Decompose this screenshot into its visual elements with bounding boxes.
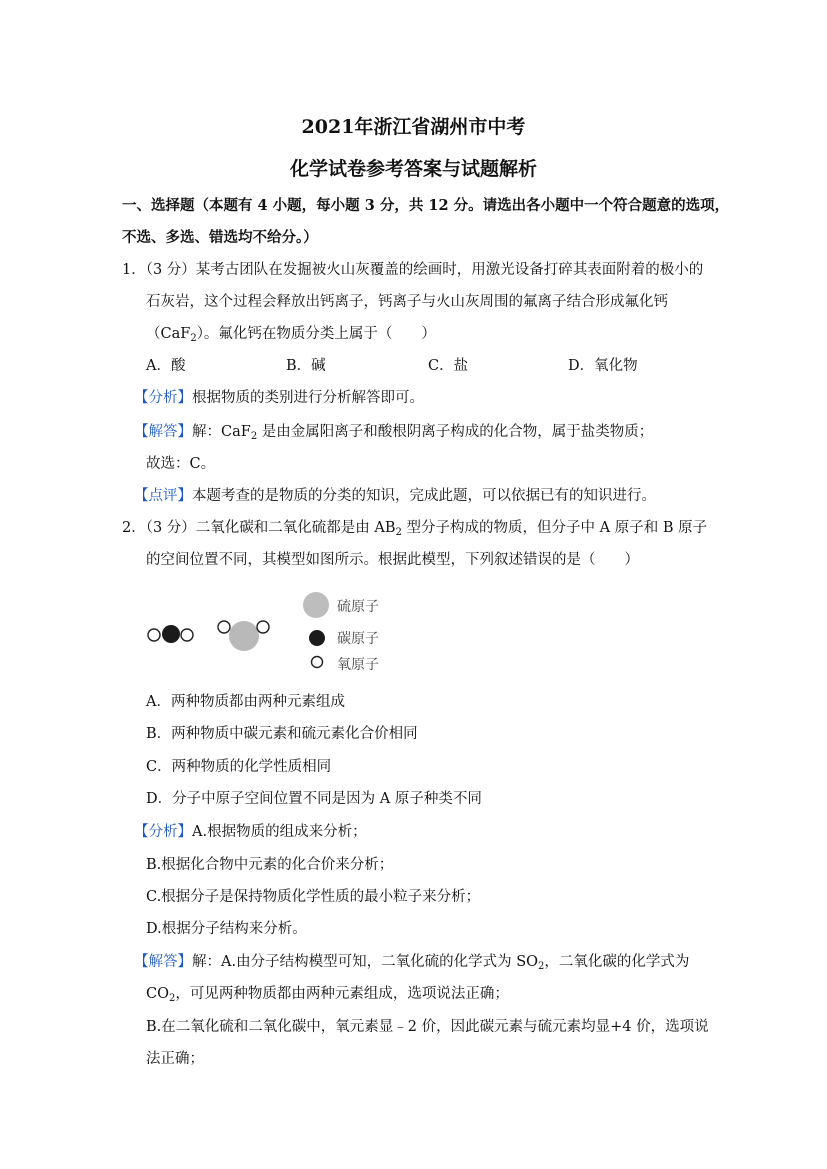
q1-analysis: 【分析】根据物质的类别进行分析解答即可。: [134, 390, 424, 406]
page-subtitle: 化学试卷参考答案与试题解析: [289, 158, 537, 180]
analysis-tag: 【分析】: [134, 824, 192, 840]
q2-option-a: A．两种物质都由两种元素组成: [146, 694, 345, 710]
q2-analysis-c: C.根据分子是保持物质化学性质的最小粒子来分析；: [146, 889, 481, 905]
q1-comment: 【点评】本题考查的是物质的分类的知识，完成此题，可以依据已有的知识进行。: [134, 488, 656, 504]
q1-option-d: D．氧化物: [568, 358, 638, 374]
oxygen-atom-icon: [257, 621, 269, 633]
q1-option-c: C．盐: [428, 358, 469, 374]
q1-stem-line2: 石灰岩，这个过程会释放出钙离子，钙离子与火山灰周围的氟离子结合形成氟化钙: [146, 294, 668, 310]
q2-analysis-d: D.根据分子结构来分析。: [146, 921, 307, 937]
answer-tag: 【解答】: [134, 954, 192, 970]
q1-option-b: B．碱: [286, 358, 326, 374]
legend-carbon-label: 碳原子: [337, 631, 379, 647]
carbon-atom-icon: [162, 625, 180, 643]
page-title: 2021年浙江省湖州市中考: [301, 116, 526, 138]
q2-stem-line2: 的空间位置不同，其模型如图所示。根据此模型，下列叙述错误的是（ ）: [146, 552, 639, 568]
carbon-legend-icon: [309, 630, 325, 646]
sulfur-atom-icon: [229, 621, 259, 651]
q2-option-b: B．两种物质中碳元素和硫元素化合价相同: [146, 726, 418, 742]
oxygen-atom-icon: [218, 621, 230, 633]
q2-answer-line2: $CO_2$，可见两种物质都由两种元素组成，选项说法正确；: [146, 986, 509, 1004]
oxygen-atom-icon: [181, 629, 193, 641]
q2-answer-line1: 【解答】解：A.由分子结构模型可知，二氧化硫的化学式为 $SO_2$，二氧化碳的化学式为: [134, 954, 690, 972]
q1-option-a: A．酸: [146, 358, 186, 374]
section-heading-line1: 一、选择题（本题有 4 小题，每小题 3 分，共 12 分。请选出各小题中一个符合题意的选项，: [122, 197, 730, 214]
q1-choice: 故选：C。: [146, 456, 216, 472]
legend-sulfur-label: 硫原子: [337, 599, 379, 615]
legend-oxygen-label: 氧原子: [337, 657, 379, 673]
q2-analysis: 【分析】A.根据物质的组成来分析；: [134, 824, 367, 840]
q2-analysis-b: B.根据化合物中元素的化合价来分析；: [146, 857, 394, 873]
q1-stem-line1: 1．（3 分）某考古团队在发掘被火山灰覆盖的绘画时，用激光设备打碎其表面附着的极小的: [122, 262, 704, 278]
oxygen-atom-icon: [148, 629, 160, 641]
q2-stem-line1: 2．（3 分）二氧化碳和二氧化硫都是由 $AB_2$ 型分子构成的物质，但分子中 A 原子和 B 原子: [122, 520, 708, 538]
sulfur-legend-icon: [303, 592, 329, 618]
q2-answer-line3: B.在二氧化硫和二氧化碳中，氧元素显﹣2 价，因此碳元素与硫元素均显+4 价，选项说: [146, 1019, 709, 1035]
answer-tag: 【解答】: [134, 424, 192, 440]
q2-answer-line4: 法正确；: [146, 1051, 204, 1067]
section-heading-line2: 不选、多选、错选均不给分。）: [122, 229, 318, 246]
q1-stem-line3: （CaF$_2$）。氟化钙在物质分类上属于（ ）: [146, 326, 436, 344]
q2-option-d: D．分子中原子空间位置不同是因为 A 原子种类不同: [146, 791, 482, 807]
q2-option-c: C．两种物质的化学性质相同: [146, 759, 332, 775]
q1-answer: 【解答】解：CaF$_2$ 是由金属阳离子和酸根阴离子构成的化合物，属于盐类物质；: [134, 424, 654, 442]
oxygen-legend-icon: [312, 657, 323, 668]
analysis-tag: 【分析】: [134, 390, 192, 406]
comment-tag: 【点评】: [134, 488, 192, 504]
